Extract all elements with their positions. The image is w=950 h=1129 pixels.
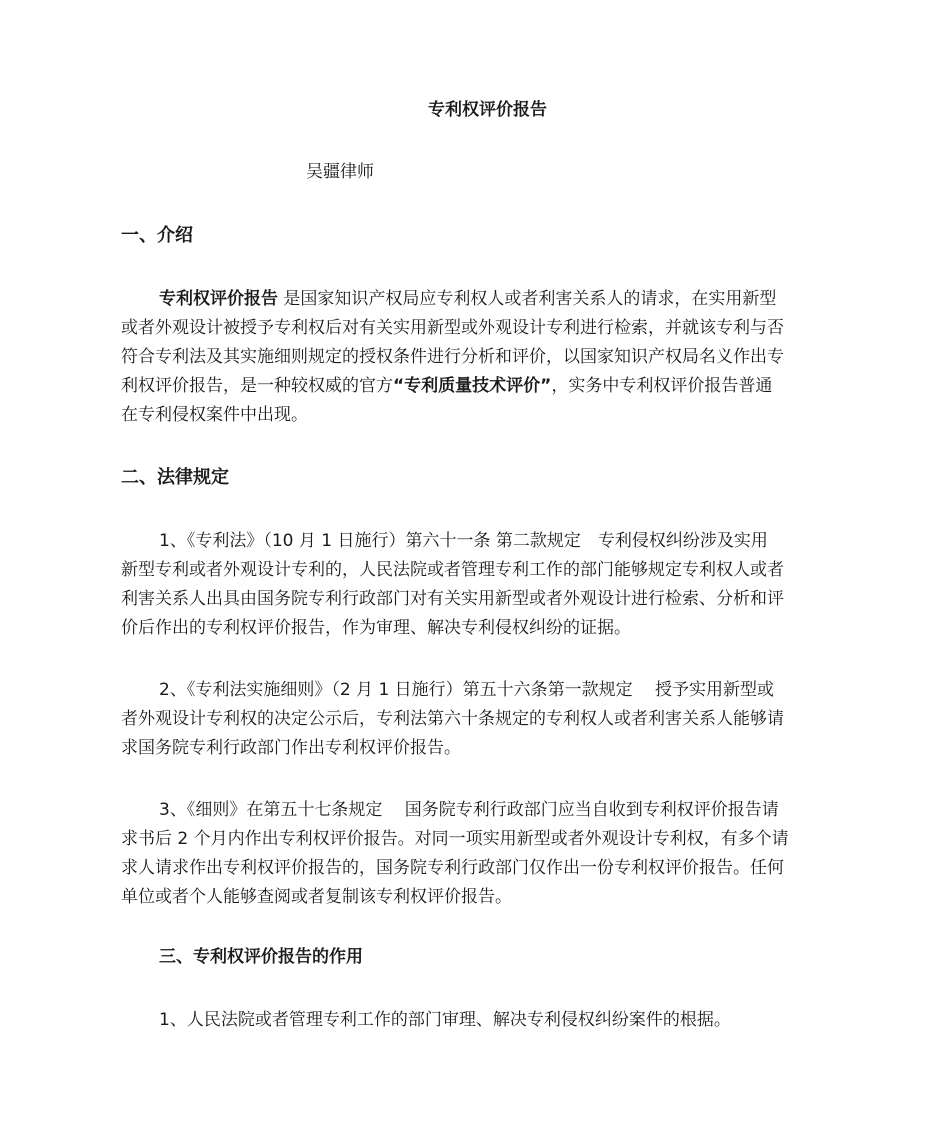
paragraph-line: 价后作出的专利权评价报告，作为审理、解决专利侵权纠纷的证据。	[121, 618, 631, 638]
section-heading-legal-provisions: 二、法律规定	[121, 467, 229, 488]
paragraph-line: 符合专利法及其实施细则规定的授权条件进行分析和评价，以国家知识产权局名义作出专	[121, 347, 784, 367]
paragraph-line: 1、人民法院或者管理专利工作的部门审理、解决专利侵权纠纷案件的根据。	[159, 1010, 731, 1030]
legal-item-3	[121, 796, 831, 912]
section-heading-introduction: 一、介绍	[121, 225, 193, 246]
bold-quote: “专利质量技术评价”	[393, 376, 552, 396]
paragraph-line: 2、《专利法实施细则》（2 月 1 日施行）第五十六条第一款规定 授予实用新型或	[159, 680, 775, 700]
paragraph-line: 求国务院专利行政部门作出专利权评价报告。	[121, 738, 461, 758]
introduction-paragraph	[121, 285, 831, 430]
paragraph-line: 利权评价报告，是一种较权威的官方“专利质量技术评价”，实务中专利权评价报告普通	[121, 376, 773, 396]
paragraph-line: 3、《细则》在第五十七条规定 国务院专利行政部门应当自收到专利权评价报告请	[159, 800, 779, 820]
paragraph-line: 新型专利或者外观设计专利的，人民法院或者管理专利工作的部门能够规定专利权人或者	[121, 560, 784, 580]
paragraph-line: 在专利侵权案件中出现。	[121, 405, 308, 425]
paragraph-line: 求人请求作出专利权评价报告的，国务院专利行政部门仅作出一份专利权评价报告。任何	[121, 858, 784, 878]
bold-term: 专利权评价报告	[159, 289, 278, 309]
paragraph-line: 单位或者个人能够查阅或者复制该专利权评价报告。	[121, 887, 512, 907]
function-item-1	[121, 1006, 831, 1035]
paragraph-line: 1、《专利法》（10 月 1 日施行）第六十一条 第二款规定 专利侵权纠纷涉及实用	[159, 531, 768, 551]
paragraph-line: 利害关系人出具由国务院专利行政部门对有关实用新型或者外观设计进行检索、分析和评	[121, 589, 784, 609]
document-author: 吴疆律师	[306, 162, 374, 182]
section-heading-report-function: 三、专利权评价报告的作用	[159, 947, 363, 967]
paragraph-line: 或者外观设计被授予专利权后对有关实用新型或外观设计专利进行检索，并就该专利与否	[121, 318, 784, 338]
legal-item-1	[121, 527, 831, 643]
paragraph-line: 求书后 2 个月内作出专利权评价报告。对同一项实用新型或者外观设计专利权，有多个请	[121, 829, 789, 849]
legal-item-2	[121, 676, 831, 763]
paragraph-line: 专利权评价报告 是国家知识产权局应专利权人或者利害关系人的请求，在实用新型	[159, 289, 777, 309]
document-title: 专利权评价报告	[428, 100, 547, 120]
paragraph-line: 者外观设计专利权的决定公示后，专利法第六十条规定的专利权人或者利害关系人能够请	[121, 709, 784, 729]
